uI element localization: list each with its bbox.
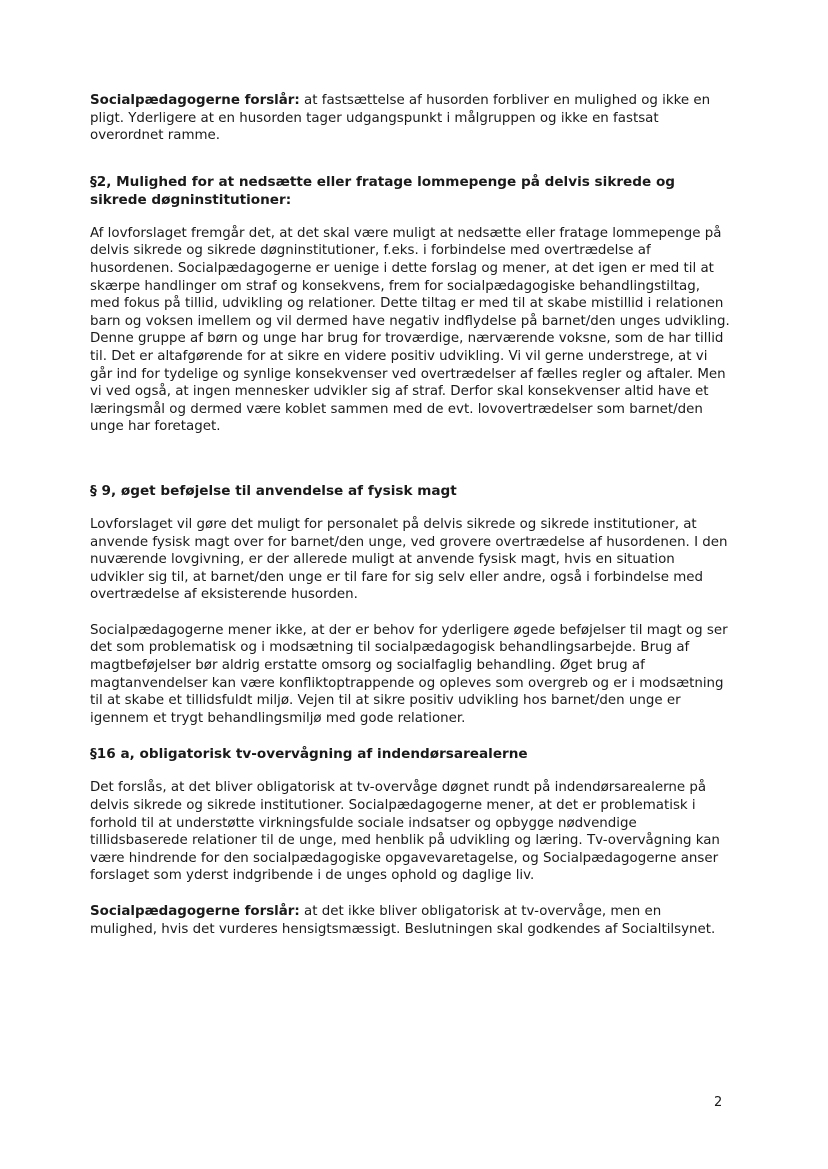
section-16a-proposal-text: at det ikke bliver obligatorisk at tv-overvåge, men en mulighed, hvis det vurderes hensigtsmæssigt. Beslutningen skal godkendes af Socialtilsynet.	[90, 904, 716, 937]
section-9-paragraph-1: Lovforslaget vil gøre det muligt for personalet på delvis sikrede og sikrede institutioner, at anvende fysisk magt over for barnet/den unge, ved grovere overtrædelse af husordenen. I den nuværende lovgivning, er der allerede muligt at anvende fysisk magt, hvis en situation udvikler sig til, at barnet/den unge er til fare for sig selv eller andre, også i forbindelse med overtrædelse af eksisterende husorden.	[90, 516, 728, 603]
section-16a-proposal	[90, 903, 730, 938]
section-2-paragraph: Af lovforslaget fremgår det, at det skal være muligt at nedsætte eller fratage lommepenge på delvis sikrede og sikrede døgninstitutioner, f.eks. i forbindelse med overtrædelse af husordenen. Socialpædagogerne er uenige i dette forslag og mener, at det igen er med til at skærpe handlinger om straf og konsekvens, frem for socialpædagogiske behandlingstiltag, med fokus på tillid, udvikling og relationer. Dette tiltag er med til at skabe mistillid i relationen barn og voksen imellem og vil dermed have negativ indflydelse på barnet/den unges udvikling. Denne gruppe af børn og unge har brug for troværdige, nærværende voksne, som de har tillid til. Det er altafgørende for at sikre en videre positiv udvikling. Vi vil gerne understrege, at vi går ind for tydelige og synlige konsekvenser ved overtrædelser af fælles regler og aftaler. Men vi ved også, at ingen mennesker udvikler sig af straf. Derfor skal konsekvenser altid have et læringsmål og dermed være koblet sammen med de evt. lovovertrædelser som barnet/den unge har foretaget.	[90, 225, 730, 435]
intro-text: at fastsættelse af husorden forbliver en mulighed og ikke en pligt. Yderligere at en husorden tager udgangspunkt i målgruppen og ikke en fastsat overordnet ramme.	[90, 93, 711, 144]
section-16a-paragraph: Det forslås, at det bliver obligatorisk at tv-overvåge døgnet rundt på indendørsarealerne på delvis sikrede og sikrede institutioner. Socialpædagogerne mener, at det er problematisk i forhold til at understøtte virkningsfulde sociale indsatser og opbygge nødvendige tillidsbaserede relationer til de unge, med henblik på udvikling og læring. Tv-overvågning kan være hindrende for den socialpædagogiske opgavevaretagelse, og Socialpædagogerne anser forslaget som yderst indgribende i de unges ophold og daglige liv.	[90, 780, 720, 884]
section-9-heading: § 9, øget beføjelse til anvendelse af fysisk magt	[90, 482, 457, 499]
section-9-paragraph-2: Socialpædagogerne mener ikke, at der er behov for yderligere øgede beføjelser til magt og ser det som problematisk og i modsætning til socialpædagogisk behandlingsarbejde. Brug af magtbeføjelser bør aldrig erstatte omsorg og socialfaglig behandling. Øget brug af magtanvendelser kan være konfliktoptrappende og opleves som overgreb og er i modsætning til at skabe et tillidsfuldt miljø. Vejen til at sikre positiv udvikling hos barnet/den unge er igennem et trygt behandlingsmiljø med gode relationer.	[90, 622, 728, 726]
section-2-heading: §2, Mulighed for at nedsætte eller fratage lommepenge på delvis sikrede og sikrede døgninstitutioner:	[90, 173, 676, 208]
intro-lead: Socialpædagogerne forslår:	[90, 93, 300, 108]
page-number: 2	[714, 1095, 723, 1110]
document-page	[90, 92, 730, 938]
section-16a-proposal-lead: Socialpædagogerne forslår:	[90, 904, 300, 919]
intro-paragraph	[90, 92, 730, 145]
section-16a-heading: §16 a, obligatorisk tv-overvågning af indendørsarealerne	[90, 746, 528, 763]
